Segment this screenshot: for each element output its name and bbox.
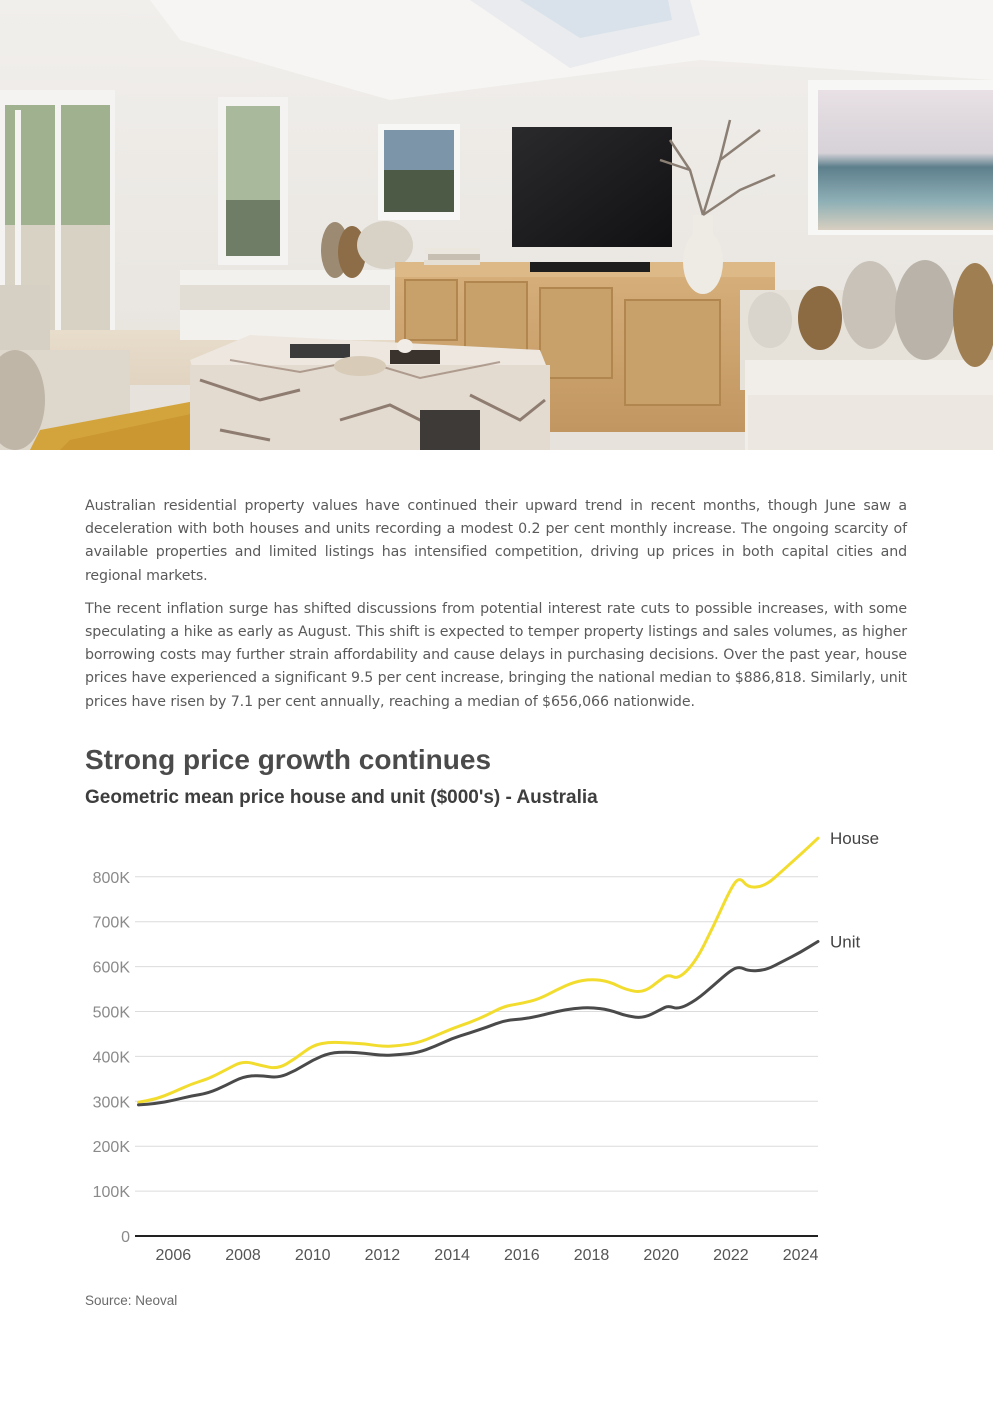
y-tick-label: 200K [92, 1139, 130, 1157]
x-tick-label: 2018 [573, 1247, 610, 1264]
y-tick-label: 700K [92, 914, 130, 932]
living-room-illustration [0, 0, 993, 450]
chart-series [139, 838, 819, 1105]
chart-x-axis-ticks [156, 1247, 819, 1264]
y-tick-label: 500K [92, 1004, 130, 1022]
series-line-house [139, 838, 819, 1102]
chart-y-axis-ticks [93, 870, 131, 1246]
series-label-unit: Unit [830, 932, 861, 952]
article-paragraph: The recent inflation surge has shifted discussions from potential interest rate cuts to possible increases, with some speculating a hike as early as August. This shift is expected to temper property listings and sales volumes, as higher borrowing costs may further strain affordability and cause delays in purchasing decisions. Over the past year, house prices have experienced a significant 9.5 per cent increase, bringing the national median to $886,818. Similarly, unit prices have risen by 7.1 per cent annually, reaching a median of $656,066 nationwide. [85, 600, 907, 710]
x-tick-label: 2016 [504, 1247, 540, 1264]
x-tick-label: 2020 [643, 1247, 679, 1264]
article-paragraph: Australian residential property values have continued their upward trend in recent months, though June saw a deceleration with both houses and units recording a modest 0.2 per cent monthly increase. The ongoing scarcity of available properties and limited listings has intensified competition, driving up prices in both capital cities and regional markets. [85, 498, 907, 584]
section-heading: Strong price growth continues [85, 744, 492, 775]
article-body [85, 495, 907, 724]
x-tick-label: 2010 [294, 1247, 331, 1264]
x-tick-label: 2008 [225, 1247, 261, 1264]
x-tick-label: 2022 [713, 1247, 749, 1264]
x-tick-label: 2024 [782, 1247, 819, 1264]
series-line-unit [139, 942, 819, 1105]
chart-series-labels [830, 829, 879, 951]
source-note: Source: Neoval [85, 1293, 178, 1308]
chart-title: Geometric mean price house and unit ($000's) - Australia [85, 787, 598, 808]
y-tick-label: 400K [92, 1049, 130, 1067]
x-tick-label: 2014 [434, 1247, 470, 1264]
y-tick-label: 800K [92, 869, 130, 887]
x-tick-label: 2006 [155, 1247, 192, 1264]
y-tick-label: 600K [92, 959, 130, 977]
hero-photo-living-room [0, 0, 993, 450]
y-tick-label: 0 [121, 1229, 130, 1246]
y-tick-label: 100K [92, 1184, 130, 1202]
price-line-chart [0, 820, 993, 1290]
x-tick-label: 2012 [364, 1247, 401, 1264]
series-label-house: House [830, 829, 880, 849]
y-tick-label: 300K [92, 1094, 130, 1112]
